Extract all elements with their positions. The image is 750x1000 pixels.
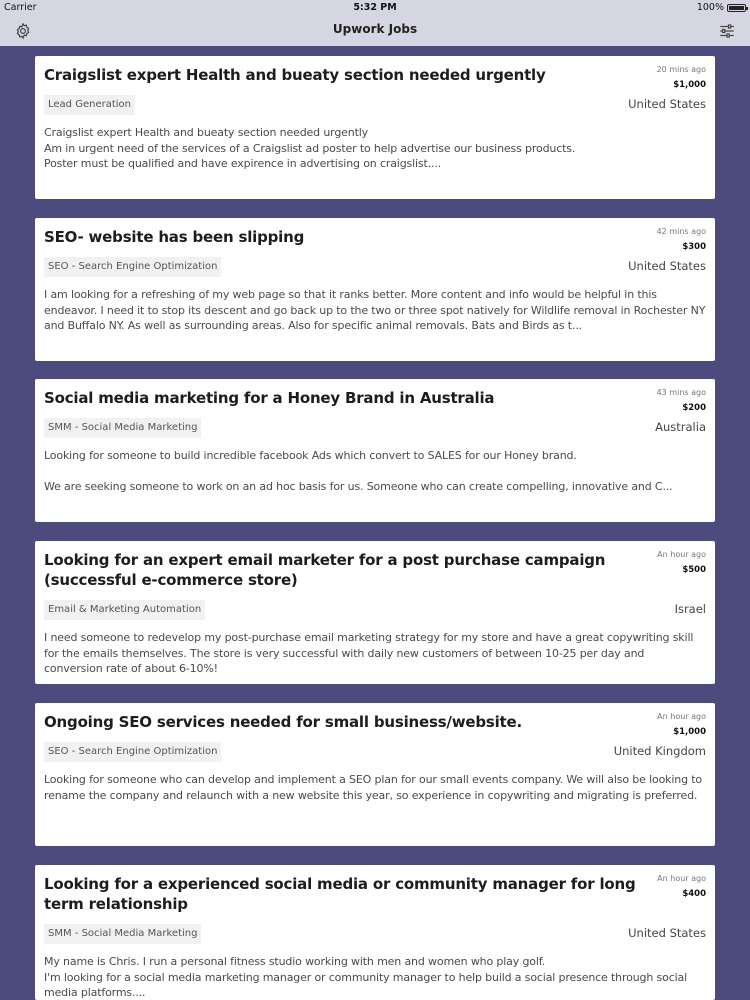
job-title: Ongoing SEO services needed for small business/website. bbox=[44, 713, 522, 731]
page-title: Upwork Jobs bbox=[332, 22, 418, 36]
job-location: Australia bbox=[655, 420, 706, 434]
job-budget: $500 bbox=[682, 565, 706, 575]
carrier-label: Carrier bbox=[4, 2, 37, 13]
job-title: Looking for an expert email marketer for a post purchase campaign (successful e-commerce store) bbox=[44, 551, 606, 589]
job-card[interactable] bbox=[35, 56, 715, 199]
job-card[interactable] bbox=[35, 541, 715, 684]
job-posted-time: An hour ago bbox=[657, 550, 706, 559]
job-description: I need someone to redevelop my post-purchase email marketing strategy for my store and have a great copywriting skill for the emails themselves. The store is very successful with daily new customers of between 10-25 per day and conversion rate of about 6-10%! bbox=[44, 631, 694, 675]
job-description: I am looking for a refreshing of my web page so that it ranks better. More content and info would be helpful in this endeavor. I need it to stop its descent and go back up to the two or three spot natively for Wildlife removal in Rochester NY and Buffalo NY. As well as surrounding areas. Also for specific animal removals. Bats and Birds as t... bbox=[44, 288, 706, 332]
job-category-tag: SMM - Social Media Marketing bbox=[44, 418, 201, 438]
job-category-tag: Email & Marketing Automation bbox=[44, 600, 205, 620]
job-posted-time: 20 mins ago bbox=[656, 65, 706, 74]
battery-icon bbox=[727, 4, 746, 12]
job-description: Looking for someone to build incredible facebook Ads which convert to SALES for our Honey brand. We are seeking someone to work on an ad hoc basis for us. Someone who can create compelling, innovative and C... bbox=[44, 449, 673, 493]
job-category-tag: SMM - Social Media Marketing bbox=[44, 924, 201, 944]
job-card[interactable] bbox=[35, 379, 715, 522]
job-card[interactable] bbox=[35, 865, 715, 1000]
job-card[interactable] bbox=[35, 703, 715, 846]
navigation-bar bbox=[0, 0, 750, 46]
job-description: Looking for someone who can develop and implement a SEO plan for our small events company. We will also be looking to rename the company and relaunch with a new website this year, so experience in copywriting and migrating is preferred. bbox=[44, 773, 703, 802]
job-posted-time: 43 mins ago bbox=[656, 388, 706, 397]
status-bar bbox=[0, 0, 750, 16]
job-category-tag: Lead Generation bbox=[44, 95, 135, 115]
job-location: United States bbox=[628, 926, 706, 940]
job-title: Looking for a experienced social media or community manager for long term relationship bbox=[44, 875, 636, 913]
job-location: United States bbox=[628, 259, 706, 273]
job-category-tag: SEO - Search Engine Optimization bbox=[44, 257, 221, 277]
job-location: United Kingdom bbox=[613, 744, 706, 758]
clock: 5:32 PM bbox=[353, 2, 397, 13]
sliders-icon[interactable] bbox=[718, 22, 736, 40]
job-description: My name is Chris. I run a personal fitness studio working with men and women who play golf. I'm looking for a social media marketing manager or community manager to help build a social presence through social media platforms.... bbox=[44, 955, 687, 999]
job-description: Craigslist expert Health and bueaty section needed urgently Am in urgent need of the services of a Craigslist ad poster to help advertise our business products. Poster must be qualified and have expirence in advertising on craigslist.... bbox=[44, 126, 576, 170]
job-budget: $300 bbox=[682, 242, 706, 252]
job-title: Craigslist expert Health and bueaty section needed urgently bbox=[44, 66, 546, 84]
job-budget: $1,000 bbox=[673, 727, 706, 737]
job-location: Israel bbox=[674, 602, 706, 616]
job-budget: $200 bbox=[682, 403, 706, 413]
job-budget: $400 bbox=[682, 889, 706, 899]
job-posted-time: 42 mins ago bbox=[656, 227, 706, 236]
job-posted-time: An hour ago bbox=[657, 712, 706, 721]
job-location: United States bbox=[628, 97, 706, 111]
battery-percent: 100% bbox=[696, 2, 724, 13]
job-card[interactable] bbox=[35, 218, 715, 361]
job-posted-time: An hour ago bbox=[657, 874, 706, 883]
battery-indicator bbox=[697, 2, 746, 13]
job-budget: $1,000 bbox=[673, 80, 706, 90]
job-title: Social media marketing for a Honey Brand in Australia bbox=[44, 389, 495, 407]
job-category-tag: SEO - Search Engine Optimization bbox=[44, 742, 221, 762]
job-title: SEO- website has been slipping bbox=[44, 228, 305, 246]
